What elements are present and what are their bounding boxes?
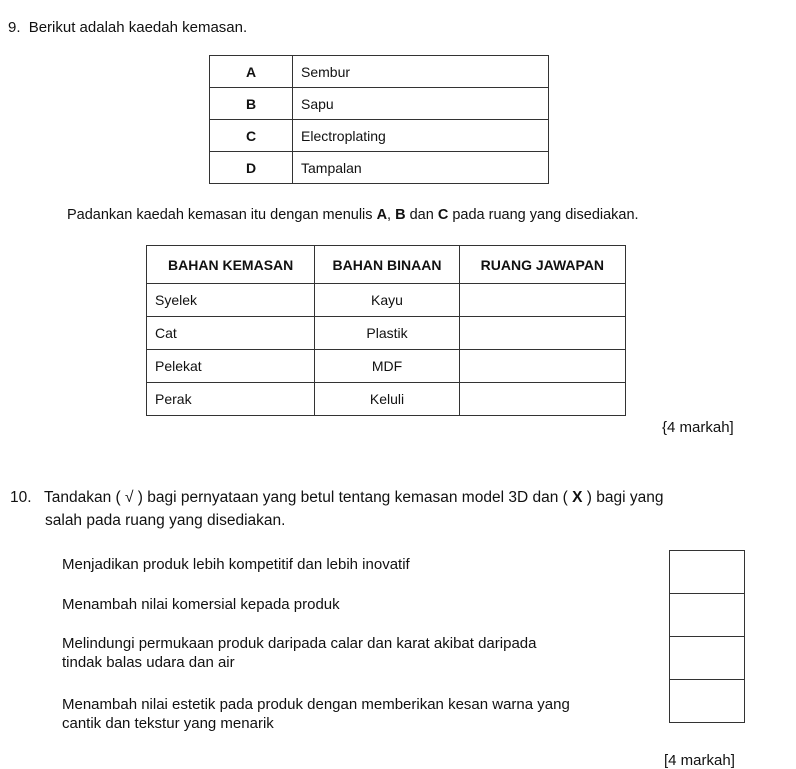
method-letter: A [210,56,293,88]
answer-box-2[interactable] [669,593,745,636]
instruction-text: pada ruang yang disediakan. [448,207,639,223]
method-name: Electroplating [293,120,549,152]
table-row [147,350,626,383]
header-ruang-jawapan: RUANG JAWAPAN [459,246,625,284]
question-10-line-2: salah pada ruang yang disediakan. [45,512,286,529]
base-cell: Kayu [315,284,459,317]
material-cell: Cat [147,317,315,350]
material-cell: Syelek [147,284,315,317]
table-row [147,284,626,317]
material-cell: Pelekat [147,350,315,383]
answer-box-4[interactable] [669,679,745,723]
statement-line: tindak balas udara dan air [62,654,235,671]
statement-3 [62,634,662,672]
question-9-text: Berikut adalah kaedah kemasan. [28,19,248,36]
matching-header-row [147,246,626,284]
question-10-marks: [4 markah] [664,752,735,769]
prompt-text: ) bagi yang [582,489,664,506]
question-9-marks: {4 markah] [662,419,734,436]
answer-cell[interactable] [459,317,625,350]
prompt-text: Tandakan ( √ ) bagi pernyataan yang betul tentang kemasan model 3D dan ( [44,489,573,506]
answer-boxes [669,550,745,723]
method-name: Sembur [293,56,549,88]
material-cell: Perak [147,383,315,416]
instruction-letter-b: B [395,207,406,223]
question-9-number: 9. [8,19,21,36]
instruction-text: Padankan kaedah kemasan itu dengan menulis [67,207,377,223]
method-letter: B [210,88,293,120]
answer-cell[interactable] [459,383,625,416]
answer-cell[interactable] [459,350,625,383]
question-9-instruction [67,207,639,223]
instruction-letter-c: C [437,207,449,223]
method-row [210,56,549,88]
method-letter: D [210,152,293,184]
instruction-sep: dan [405,207,438,223]
method-name: Tampalan [293,152,549,184]
answer-box-3[interactable] [669,636,745,679]
header-bahan-kemasan: BAHAN KEMASAN [147,246,315,284]
method-row [210,88,549,120]
base-cell: Keluli [315,383,459,416]
statement-2 [62,595,662,614]
question-10-prompt [10,486,780,532]
statement-line: cantik dan tekstur yang menarik [62,715,274,732]
statement-line: Menambah nilai komersial kepada produk [62,596,340,613]
question-10-number: 10. [10,489,32,506]
answer-cell[interactable] [459,284,625,317]
finishing-methods-table [209,55,549,184]
base-cell: Plastik [315,317,459,350]
method-letter: C [210,120,293,152]
cross-mark-symbol: X [572,489,583,506]
method-name: Sapu [293,88,549,120]
base-cell: MDF [315,350,459,383]
statement-4 [62,695,662,733]
method-row [210,120,549,152]
header-bahan-binaan: BAHAN BINAAN [315,246,459,284]
statement-line: Melindungi permukaan produk daripada calar dan karat akibat daripada [62,635,537,652]
method-row [210,152,549,184]
table-row [147,317,626,350]
matching-table [146,245,626,416]
statement-line: Menjadikan produk lebih kompetitif dan lebih inovatif [62,556,410,573]
question-9-title [8,19,247,36]
instruction-sep: , [387,207,396,223]
statement-line: Menambah nilai estetik pada produk dengan memberikan kesan warna yang [62,696,570,713]
table-row [147,383,626,416]
answer-box-1[interactable] [669,550,745,593]
instruction-letter-a: A [376,207,388,223]
statement-1 [62,555,662,574]
question-10-line-1 [10,486,780,509]
